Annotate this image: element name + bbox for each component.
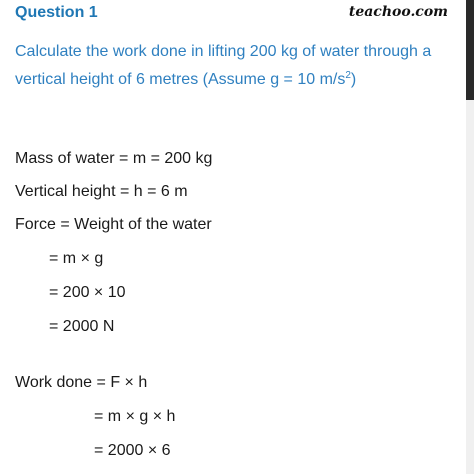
- work-step-1: = m × g × h: [94, 408, 176, 425]
- force-line: Force = Weight of the water: [15, 216, 212, 233]
- scrollbar[interactable]: [466, 0, 474, 474]
- height-line: Vertical height = h = 6 m: [15, 183, 188, 200]
- scrollbar-thumb[interactable]: [466, 0, 474, 100]
- work-line: Work done = F × h: [15, 374, 148, 391]
- question-heading: Question 1: [15, 4, 98, 21]
- force-step-3: = 2000 N: [49, 318, 115, 335]
- question-close-paren: ): [350, 71, 357, 88]
- question-superscript: 2: [345, 70, 351, 81]
- question-text: [15, 38, 460, 94]
- mass-line: Mass of water = m = 200 kg: [15, 150, 213, 167]
- question-body: Calculate the work done in lifting 200 kg of water through a vertical height of 6 metres (Assume g = 10 m/s: [15, 43, 432, 88]
- force-step-1: = m × g: [49, 250, 104, 267]
- force-step-2: = 200 × 10: [49, 284, 126, 301]
- work-step-2: = 2000 × 6: [94, 442, 171, 459]
- teachoo-logo: teachoo.com: [348, 4, 448, 20]
